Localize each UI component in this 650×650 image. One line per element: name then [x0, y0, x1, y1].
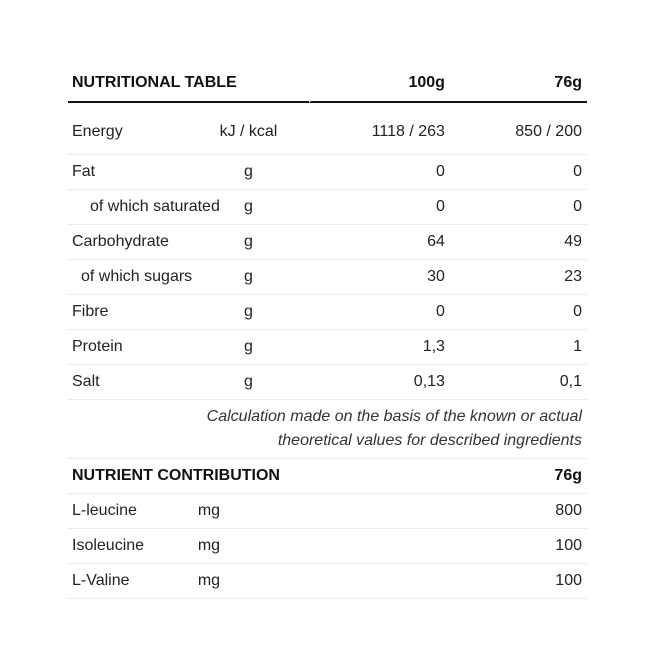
table-row-salt	[68, 365, 587, 400]
value-100g: 0	[309, 295, 450, 330]
table-row-energy	[68, 103, 587, 155]
table-row-l-valine	[68, 564, 587, 599]
nutrient-name: Fat	[68, 155, 189, 190]
nutrition-info	[68, 64, 587, 599]
table-row-fibre	[68, 295, 587, 330]
calculation-note	[68, 400, 587, 459]
nutrient-contribution-title: NUTRIENT CONTRIBUTION	[68, 459, 320, 494]
value-76g: 1	[450, 330, 587, 365]
nutrient-unit: kJ / kcal	[189, 103, 310, 155]
value-76g: 800	[320, 494, 587, 529]
nutrient-unit: g	[189, 155, 310, 190]
table-row-carbohydrate	[68, 225, 587, 260]
nutrient-unit: g	[189, 330, 310, 365]
value-100g: 1,3	[309, 330, 450, 365]
column-header-76g: 76g	[320, 459, 587, 494]
value-100g: 0	[309, 155, 450, 190]
table-row-isoleucine	[68, 529, 587, 564]
nutrient-name: Salt	[68, 365, 189, 400]
nutrient-unit: g	[189, 365, 310, 400]
nutrient-unit: mg	[194, 564, 320, 599]
column-header-76g: 76g	[450, 64, 587, 103]
nutrient-contribution-table	[68, 459, 587, 599]
nutritional-table	[68, 64, 587, 459]
value-76g: 0	[450, 190, 587, 225]
nutritional-table-header	[68, 64, 587, 103]
table-row-l-leucine	[68, 494, 587, 529]
value-76g: 100	[320, 529, 587, 564]
table-row-sugars	[68, 260, 587, 295]
table-row-fat	[68, 155, 587, 190]
nutrient-unit: g	[189, 190, 310, 225]
nutrient-name: L-leucine	[68, 494, 194, 529]
nutrient-name: Carbohydrate	[68, 225, 189, 260]
table-row-saturated	[68, 190, 587, 225]
nutrient-name: of which saturated	[68, 190, 189, 225]
value-100g: 0,13	[309, 365, 450, 400]
nutrient-name: L-Valine	[68, 564, 194, 599]
column-header-100g: 100g	[309, 64, 450, 103]
nutrient-name: Protein	[68, 330, 189, 365]
value-100g: 0	[309, 190, 450, 225]
nutrient-unit: mg	[194, 494, 320, 529]
value-76g: 0	[450, 155, 587, 190]
value-76g: 100	[320, 564, 587, 599]
value-76g: 23	[450, 260, 587, 295]
value-100g: 64	[309, 225, 450, 260]
value-76g: 0,1	[450, 365, 587, 400]
value-100g: 1118 / 263	[309, 103, 450, 155]
nutrient-contribution-header	[68, 459, 587, 494]
calculation-note-row	[68, 400, 587, 459]
table-row-protein	[68, 330, 587, 365]
nutritional-table-title: NUTRITIONAL TABLE	[68, 64, 309, 103]
value-76g: 850 / 200	[450, 103, 587, 155]
calculation-note-text: Calculation made on the basis of the known or actual theoretical values for described ingredients	[206, 408, 582, 449]
value-76g: 49	[450, 225, 587, 260]
nutrient-unit: mg	[194, 529, 320, 564]
nutrient-unit: g	[189, 295, 310, 330]
nutrient-name: Fibre	[68, 295, 189, 330]
nutrient-unit: g	[189, 260, 310, 295]
value-76g: 0	[450, 295, 587, 330]
nutrient-name: Isoleucine	[68, 529, 194, 564]
value-100g: 30	[309, 260, 450, 295]
nutrient-unit: g	[189, 225, 310, 260]
nutrient-name: Energy	[68, 103, 189, 155]
nutrient-name: of which sugars	[68, 260, 189, 295]
